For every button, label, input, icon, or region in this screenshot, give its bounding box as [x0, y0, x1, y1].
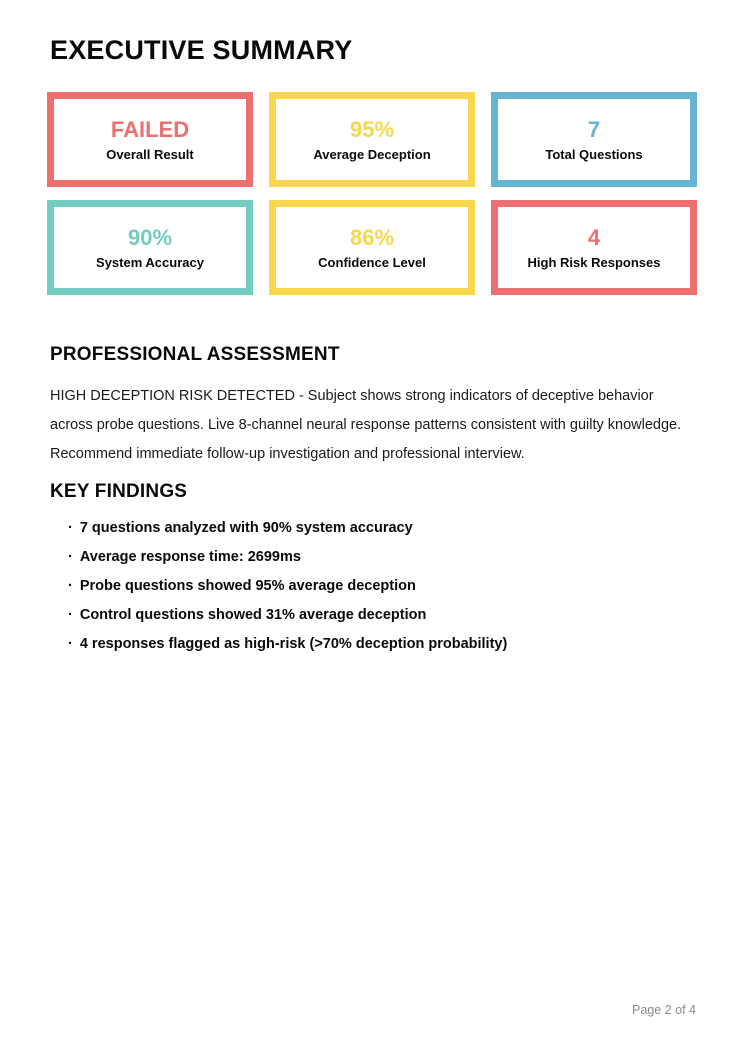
bullet-dot: ·: [68, 578, 73, 594]
finding-item: [68, 606, 700, 624]
bullet-dot: ·: [68, 520, 73, 536]
finding-text: 7 questions analyzed with 90% system accuracy: [79, 520, 413, 536]
bullet-dot: ·: [68, 549, 73, 565]
metric-label: Total Questions: [545, 146, 643, 162]
metric-card-high-risk-responses: [491, 200, 697, 295]
metric-cards-grid: [47, 92, 697, 295]
finding-item: [68, 519, 700, 537]
metric-card-overall-result: [47, 92, 253, 187]
metric-card-average-deception: [269, 92, 475, 187]
metric-value: 4: [587, 224, 601, 250]
finding-item: [68, 548, 700, 566]
metric-card-system-accuracy: [47, 200, 253, 295]
metric-value: 95%: [349, 116, 395, 142]
finding-text: Control questions showed 31% average deception: [79, 607, 427, 623]
bullet-dot: ·: [68, 636, 73, 652]
bullet-dot: ·: [68, 607, 73, 623]
key-findings-section: [50, 481, 700, 664]
metric-label: Confidence Level: [318, 254, 426, 270]
professional-assessment-section: [50, 344, 700, 469]
metric-card-total-questions: [491, 92, 697, 187]
metric-card-confidence-level: [269, 200, 475, 295]
metric-value: 7: [587, 116, 601, 142]
findings-list: [50, 519, 700, 653]
finding-text: 4 responses flagged as high-risk (>70% deception probability): [79, 636, 508, 652]
finding-item: [68, 577, 700, 595]
metric-value: 86%: [349, 224, 395, 250]
page-title: EXECUTIVE SUMMARY: [50, 35, 353, 66]
metric-value: FAILED: [110, 116, 190, 142]
finding-text: Probe questions showed 95% average deception: [79, 578, 416, 594]
assessment-heading: PROFESSIONAL ASSESSMENT: [50, 344, 340, 365]
page-number: Page 2 of 4: [632, 1003, 696, 1017]
metric-value: 90%: [127, 224, 173, 250]
metric-label: High Risk Responses: [527, 254, 661, 270]
finding-text: Average response time: 2699ms: [79, 549, 301, 565]
finding-item: [68, 635, 700, 653]
metric-label: Average Deception: [313, 146, 431, 162]
metric-label: Overall Result: [106, 146, 194, 162]
metric-label: System Accuracy: [96, 254, 204, 270]
findings-heading: KEY FINDINGS: [50, 481, 188, 502]
assessment-body-text: HIGH DECEPTION RISK DETECTED - Subject shows strong indicators of deceptive behavior across probe questions. Live 8-channel neural response patterns consistent with guilty knowledge. Recommend immediate follow-up investigation and professional interview.: [50, 388, 682, 462]
